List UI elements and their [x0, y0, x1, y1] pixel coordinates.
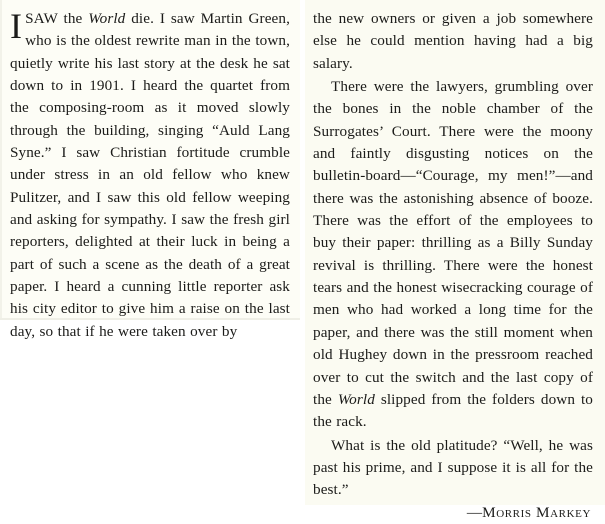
- page-bottom-edge: [0, 318, 300, 320]
- paragraph: [10, 8, 290, 343]
- publication-title: World: [337, 390, 375, 408]
- drop-cap: I: [10, 6, 23, 46]
- paragraph-text: There were the lawyers, grumbling over the bones in the noble chamber of the Surrogates’ Court. There were the moony and faintly disgusting notices on the bulletin-board—“Courage, my men!”—and there was the astonishing absence of booze. There was the effort of the employees to buy their paper: thrilling as a Billy Sunday revival is thrilling. There were the honest tears and the honest wisecracking courage of men who had worked a long time for the paper, and there was the still moment when old Hughey down in the pressroom reached over to cut the switch and the last copy of the World slipped from the folders down to the rack.: [313, 78, 593, 431]
- text-column-right: [305, 0, 605, 521]
- paragraph: [313, 435, 593, 502]
- paragraph: [313, 8, 593, 75]
- page-edge-shading: [0, 0, 2, 320]
- paragraph-text: What is the old platitude? “Well, he was past his prime, and I suppose it is all for the best.”: [313, 436, 593, 499]
- author-name: Morris Markey: [482, 503, 591, 521]
- author-byline: [313, 502, 593, 524]
- paragraph: [313, 76, 593, 434]
- paragraph-text: SAW the World die. I saw Martin Green, who is the oldest rewrite man in the town, quietly write his last story at the desk he sat down to in 1901. I heard the quartet from the composing-room as it moved slowly through the building, singing “Auld Lang Syne.” I saw Christian fortitude crumble under stress in an old fellow who knew Pulitzer, and I saw this old fellow weeping and asking for sympathy. I saw the fresh girl reporters, delighted at their luck in being a part of such a scene as the death of a great paper. I heard a cunning little reporter ask his city editor to give him a raise on the last day, so that if he were taken over by: [10, 10, 290, 340]
- publication-title: World: [88, 10, 126, 27]
- paragraph-text: the new owners or given a job somewhere else he could mention having had a big salary.: [313, 10, 593, 72]
- text-column-left: [0, 0, 300, 340]
- byline-dash: —: [466, 503, 483, 521]
